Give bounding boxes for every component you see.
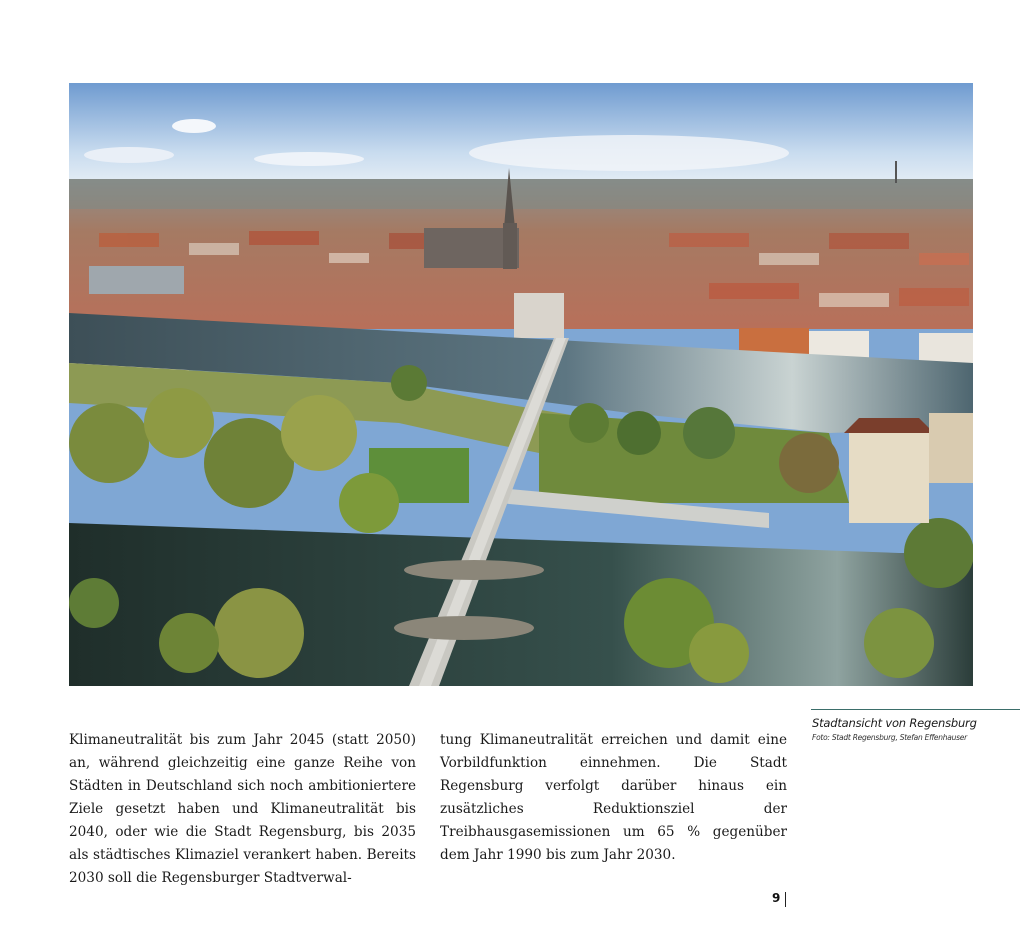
body-text-left-column: Klimaneutralität bis zum Jahr 2045 (statt 2050) an, während gleichzeitig eine ganze Reihe von Städten in Deutschland sich noch ambitioniertere Ziele gesetzt haben und Klimaneutralität bis 2040, oder wie die Stadt Regensburg, bis 2035 als städtisches Klimaziel verankert haben. Bereits 2030 soll die Regensburger Stadtverwal- <box>69 732 416 886</box>
body-text-right-column: tung Klimaneutralität erreichen und damit eine Vorbildfunktion einnehmen. Die Stadt Regensburg verfolgt darüber hinaus ein zusätzliches Reduktionsziel der Treibhausgasemissionen um 65 % gegenüber dem Jahr 1990 bis zum Jahr 2030. <box>440 732 787 863</box>
city-aerial-photo <box>69 83 973 686</box>
aerial-view-illustration <box>69 83 973 686</box>
page-number: 9 <box>772 891 781 905</box>
caption-divider <box>811 709 1020 710</box>
photo-caption-title: Stadtansicht von Regensburg <box>812 716 977 730</box>
page-number-rule <box>785 892 786 907</box>
photo-caption-credit: Foto: Stadt Regensburg, Stefan Effenhauser <box>812 733 967 742</box>
